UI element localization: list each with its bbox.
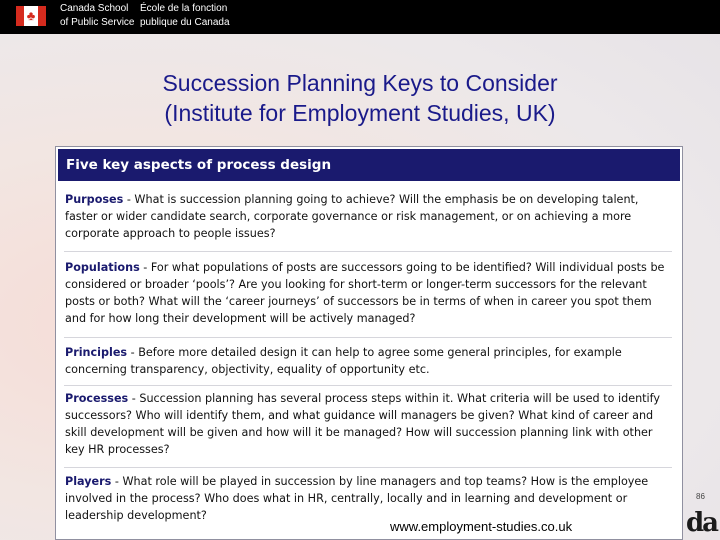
aspect-text: - For what populations of posts are successors going to be identified? Will individual posts be considered or broader ‘pools’? Are you looking for short-term or longer-term successors for the relevant posts or both? What will the ‘career journeys’ of successors be in terms of when in career you spot them and for how long their development will be actively managed?: [65, 261, 665, 325]
title-line1: Succession Planning Keys to Consider: [162, 70, 558, 96]
aspect-label: Populations: [65, 261, 140, 274]
source-url: www.employment-studies.co.uk: [390, 519, 573, 534]
divider: [64, 467, 672, 468]
title-line2: (Institute for Employment Studies, UK): [164, 100, 556, 126]
org-en-line2: of Public Service: [60, 17, 135, 28]
divider: [64, 251, 672, 252]
logo: da: [686, 508, 718, 538]
org-fr-line2: publique du Canada: [140, 17, 230, 28]
aspect-label: Players: [65, 475, 112, 488]
aspect-text: - Succession planning has several process steps within it. What criteria will be used to identify successors? Who will identify them, and what guidance will managers be given? What kind of career and skill development will be given and how will it be managed? How will succession planning link with other key HR processes?: [65, 392, 661, 456]
aspect-purposes: [65, 191, 665, 242]
aspect-text: - What is succession planning going to achieve? Will the emphasis be on developing talent, faster or wider candidate search, corporate governance or risk management, or on achieving a more corporate approach to people issues?: [65, 193, 639, 240]
panel-heading-bar: [58, 149, 680, 181]
org-fr-line1: École de la fonction: [140, 3, 228, 14]
aspect-processes: [65, 390, 665, 458]
canada-flag-icon: ♣: [16, 6, 46, 26]
aspect-text: - Before more detailed design it can help to agree some general principles, for example concerning transparency, objectivity, equality of opportunity etc.: [65, 346, 622, 376]
aspect-label: Purposes: [65, 193, 124, 206]
slide-title: [60, 68, 660, 128]
aspect-label: Processes: [65, 392, 129, 405]
page-number: 86: [696, 492, 705, 501]
divider: [64, 337, 672, 338]
header-bar: [0, 0, 720, 34]
org-en-line1: Canada School: [60, 3, 129, 14]
org-name-english: [60, 2, 134, 30]
process-design-panel: [55, 146, 683, 540]
aspect-populations: [65, 259, 665, 327]
org-name-french: [140, 2, 230, 30]
aspect-text: - What role will be played in succession by line managers and top teams? How is the employee involved in the process? Who does what in HR, centrally, locally and in learning and development or leadership development?: [65, 475, 649, 522]
aspect-label: Principles: [65, 346, 128, 359]
divider: [64, 385, 672, 386]
aspect-players: [65, 473, 665, 524]
panel-heading: Five key aspects of process design: [66, 157, 332, 173]
aspect-principles: [65, 344, 665, 378]
